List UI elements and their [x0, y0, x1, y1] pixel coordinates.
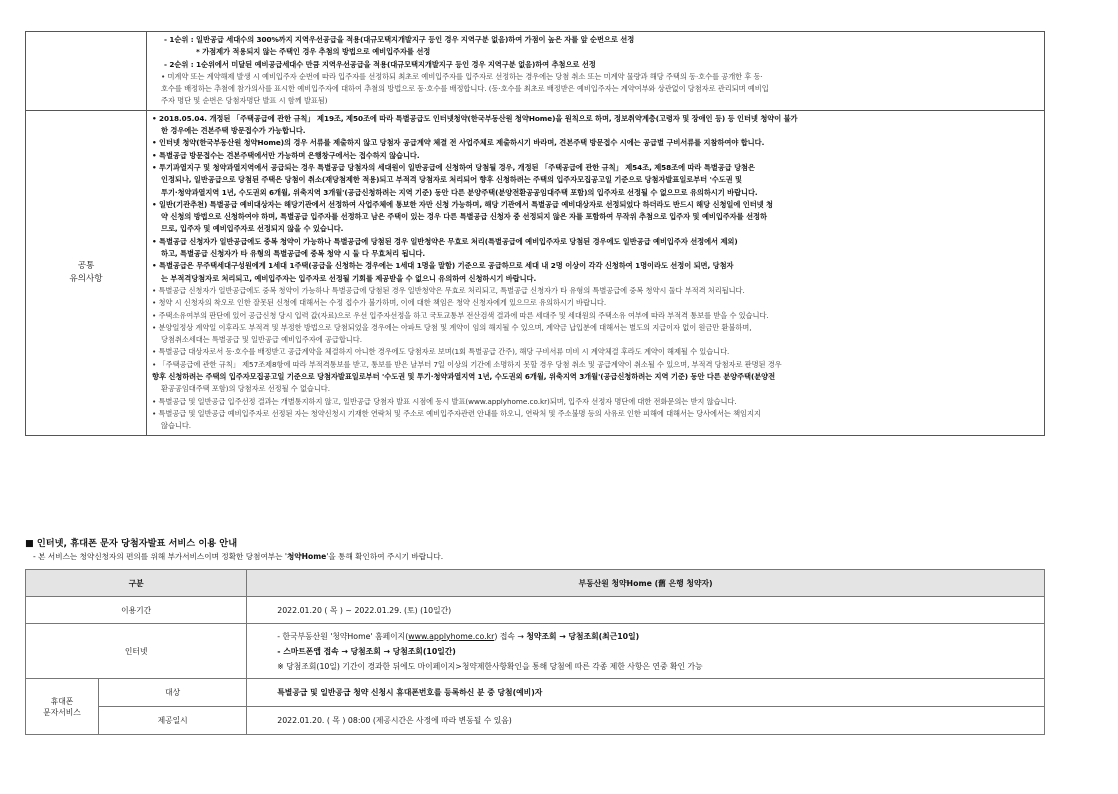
- sms-label-line1: 휴대폰: [50, 696, 74, 706]
- notice-line: 하고, 특별공급 신청자가 타 유형의 특별공급에 중복 청약 시 둘 다 무효처리 됩니다.: [161, 249, 426, 259]
- notice-line: • 특별공급 방문접수는 견본주택에서만 가능하며 은행창구에서는 접수하지 않습니다.: [152, 150, 420, 160]
- notice-line: • 미계약 또는 계약해제 발생 시 예비입주자 순번에 따라 입주자를 선정하되 최초로 예비입주자를 입주자로 선정하는 경우에는 당첨 취소 또는 미계약 물량과 해당 주택의 동·호수를 공개한 후 동·: [161, 71, 763, 81]
- notice-line: - 1순위 : 일반공급 세대수의 300%까지 지역우선공급을 적용(대규모택지개발지구 등인 경우 지역구분 없음)하여 가점이 높은 자를 앞 순번으로 선정: [164, 35, 635, 44]
- target-label: 대상: [99, 679, 247, 707]
- notice-line: • 인터넷 청약(한국부동산원 청약Home)의 경우 서류를 제출하지 않고 당첨자 공급계약 체결 전 사업주체로 제출하시기 바라며, 견본주택 방문접수 시에는 공급별 구비서류를 지참하여야 합니다.: [152, 138, 765, 148]
- notice-line: 환공공임대주택 포함)의 당첨자로 선정될 수 없습니다.: [161, 384, 330, 394]
- period-row: [26, 597, 1045, 624]
- notice-line: 약 신청의 방법으로 신청하여야 하며, 특별공급 입주자를 선정하고 남은 주택이 있는 경우 다른 특별공급 신청자 중 선정되지 않은 자를 포함하여 무작위 추첨으로 입주자 및 예비입주자를 선정하: [161, 212, 767, 222]
- section-subtitle: [33, 551, 443, 562]
- notice-line: • 특별공급 대상자로서 동·호수를 배정받고 공급계약을 체결하지 아니한 경우에도 당첨자로 보며(1회 특별공급 간주), 해당 구비서류 미비 시 계약체결 후라도 계약이 해제될 수 있습니다.: [152, 347, 730, 357]
- notice-line: 투기·청약과열지역 1년, 수도권외 6개월, 위축지역 3개월'(공급신청하려는 지역 기준) 동안 다른 분양주택(분양전환공공임대주택 포함)의 입주자로 선정될 수 없으므로 유의하시기 바랍니다.: [161, 187, 758, 197]
- subtitle-prefix: - 본 서비스는 청약신청자의 편의를 위해 부가서비스이며 정확한 당첨여부는 ': [33, 552, 287, 561]
- internet-line3: ※ 당첨조회(10일) 기간이 경과한 뒤에도 마이페이지>청약제한사항확인을 통해 당첨에 따른 각종 제한 사항은 연중 확인 가능: [277, 661, 703, 671]
- common-row: [26, 110, 1045, 435]
- section-title: ■ 인터넷, 휴대폰 문자 당첨자발표 서비스 이용 안내: [25, 538, 238, 549]
- common-label-line2: 유의사항: [69, 273, 103, 284]
- internet-line1-pre: - 한국부동산원 '청약Home' 홈페이지(: [277, 631, 409, 641]
- notice-line: 인정되나, 일반공급으로 당첨된 주택은 당첨이 취소(재당첨제한 적용)되고 부적격 당첨자로 처리되어 향후 신청하려는 주택의 입주자모집공고일 기준으로 당첨자발표일로부터 '수도권 및: [161, 175, 742, 185]
- notice-line: * 가점제가 적용되지 않는 주택인 경우 추첨의 방법으로 예비입주자를 선정: [196, 47, 431, 57]
- notice-line: 주자 명단 및 순번은 당첨자명단 발표 시 함께 발표됨): [161, 96, 328, 106]
- notice-line: • 2018.05.04. 개정된 「주택공급에 관한 규칙」 제19조, 제50조에 따라 특별공급도 인터넷청약(한국부동산원 청약Home)을 원칙으로 하며, 정보취약계층(고령자 및 장애인 등) 등 인터넷 청약이 불가: [152, 113, 798, 123]
- date-label: 제공일시: [99, 707, 247, 735]
- notice-line: • 주택소유여부의 판단에 있어 공급신청 당시 입력 값(자료)으로 우선 입주자선정을 하고 국토교통부 전산검색 결과에 따른 세대주 및 세대원의 주택소유 여부에 따라 부적격 통보를 받을 수 있습니다.: [152, 310, 769, 320]
- notice-line: 않습니다.: [161, 421, 192, 431]
- notice-line: - 2순위 : 1순위에서 미달된 예비공급세대수 만큼 지역우선공급을 적용(대규모택지개발지구 등인 경우 지역구분 없음)하여 추첨으로 선정: [164, 59, 596, 69]
- sms-target-row: [26, 679, 1045, 707]
- internet-line1-bold: 청약조회 → 당첨조회(최근10일): [526, 631, 640, 641]
- notice-line: 호수를 배정하는 추첨에 참가의사를 표시한 예비입주자에 대하여 추첨의 방법으로 동·호수를 배정합니다. (동·호수를 최초로 배정받은 예비입주자는 계약여부와 상관없이 당첨자로 관리되며 예비입: [161, 84, 769, 94]
- rank-row: [26, 32, 1045, 111]
- internet-value: [247, 624, 1045, 679]
- applyhome-link[interactable]: www.applyhome.co.kr: [408, 631, 495, 641]
- notice-line: 는 부적격당첨자로 처리되고, 예비입주자는 입주자로 선정될 기회를 제공받을 수 없으니 유의하여 신청하시기 바랍니다.: [161, 273, 537, 283]
- internet-line1-post: ) 접속 →: [494, 631, 527, 641]
- notice-line: 므로, 입주자 및 예비입주자로 선정되지 않을 수 있습니다.: [161, 224, 344, 234]
- notice-line: • 일반(기관추천) 특별공급 예비대상자는 해당기관에서 선정하여 사업주체에 통보한 자만 신청 가능하며, 해당 기관에서 특별공급 예비대상자로 선정되었다 하더라도 반드시 해당 신청일에 인터넷 청: [152, 199, 774, 209]
- period-value: 2022.01.20 ( 목 ) ~ 2022.01.29. (토) (10일간): [247, 597, 1045, 624]
- notice-line: • 특별공급 신청자가 일반공급에도 중복 청약이 가능하나 특별공급에 당첨된 경우 일반청약은 무효로 처리되고, 특별공급 신청자가 타 유형의 특별공급에 중복 청약시 둘다 부적격 처리됩니다.: [152, 285, 745, 295]
- target-value: 특별공급 및 일반공급 청약 신청시 휴대폰번호를 등록하신 분 중 당첨(예비)자: [247, 679, 1045, 707]
- sms-label: [26, 679, 99, 735]
- notice-line: • 특별공급은 무주택세대구성원에게 1세대 1주택(공급을 신청하는 경우에는 1세대 1명을 말함) 기준으로 공급하므로 세대 내 2명 이상이 각각 신청하여 1명이라도 선정이 되면, 당첨자: [152, 261, 734, 271]
- notice-line: • 분양일정상 계약일 이후라도 부적격 및 부정한 방법으로 당첨되었을 경우에는 아파트 당첨 및 계약이 임의 해지될 수 있으며, 계약금 납입분에 대해서는 별도의 지급이자 없이 원금만 환불하며,: [152, 322, 752, 332]
- internet-line2: - 스마트폰앱 접속 → 당첨조회 → 당첨조회(10일간): [277, 646, 456, 656]
- date-value: 2022.01.20. ( 목 ) 08:00 (제공시간은 사정에 따라 변동될 수 있음): [247, 707, 1045, 735]
- rank-content: [147, 32, 1045, 111]
- notice-line: 향후 신청하려는 주택의 입주자모집공고일 기준으로 당첨자발표일로부터 '수도권 및 투기·청약과열지역 1년, 수도권외 6개월, 위축지역 3개월'(공급신청하려는 지역 기준) 동안 다른 분양주택(분양전: [152, 372, 776, 382]
- notice-line: • 「주택공급에 관한 규칙」 제57조제8항에 따라 부적격통보를 받고, 통보를 받은 날부터 7일 이상의 기간에 소명하지 못할 경우 당첨 취소 및 공급계약이 취소될 수 있으며, 부적격 당첨자로 판명된 경우: [152, 359, 782, 369]
- notice-line: • 특별공급 및 일반공급 입주선정 결과는 개별통지하지 않고, 일반공급 당첨자 발표 시점에 동시 발표(www.applyhome.co.kr)되며, 입주자 선정자 명단에 대한 전화문의는 받지 않습니다.: [152, 396, 737, 406]
- notice-line: 당첨취소세대는 특별공급 및 일반공급 예비입주자에 공급합니다.: [161, 335, 362, 345]
- service-header-row: [26, 570, 1045, 597]
- notice-line: • 특별공급 및 일반공급 예비입주자로 선정된 자는 청약신청시 기재한 연락처 및 주소로 예비입주자관련 안내를 하오니, 연락처 및 주소불명 등의 사유로 인한 피해에 대해서는 당사에서는 책임지지: [152, 408, 761, 418]
- internet-row: [26, 624, 1045, 679]
- common-content: [147, 110, 1045, 435]
- internet-label: 인터넷: [26, 624, 247, 679]
- subtitle-bold: 청약Home: [286, 552, 327, 561]
- header-service: 부동산원 청약Home (舊 은행 청약자): [247, 570, 1045, 597]
- service-table: [25, 569, 1045, 735]
- notice-line: 한 경우에는 견본주택 방문접수가 가능합니다.: [161, 126, 306, 136]
- rank-label-cell: [26, 32, 147, 111]
- notice-line: • 투기과열지구 및 청약과열지역에서 공급되는 경우 특별공급 당첨자의 세대원이 일반공급에 신청하여 당첨될 경우, 개정된 「주택공급에 관한 규칙」 제54조, 제58조에 따라 특별공급 당첨은: [152, 162, 755, 172]
- notice-line: • 청약 시 신청자의 착오로 인한 잘못된 신청에 대해서는 수정 접수가 불가하며, 이에 대한 책임은 청약 신청자에게 있으므로 유의하시기 바랍니다.: [152, 298, 607, 308]
- internet-line1: [277, 629, 1043, 644]
- period-label: 이용기간: [26, 597, 247, 624]
- common-label-line1: 공통: [77, 260, 95, 271]
- common-label-cell: [26, 110, 147, 435]
- notice-table: [25, 31, 1045, 436]
- notice-line: • 특별공급 신청자가 일반공급에도 중복 청약이 가능하나 특별공급에 당첨된 경우 일반청약은 무효로 처리(특별공급에 예비입주자로 당첨된 경우에도 일반공급 예비입주자 선정에서 제외): [152, 236, 738, 246]
- sms-label-line2: 문자서비스: [43, 707, 81, 717]
- header-category: 구분: [26, 570, 247, 597]
- subtitle-suffix: '을 통해 확인하여 주시기 바랍니다.: [326, 552, 444, 561]
- sms-date-row: [26, 707, 1045, 735]
